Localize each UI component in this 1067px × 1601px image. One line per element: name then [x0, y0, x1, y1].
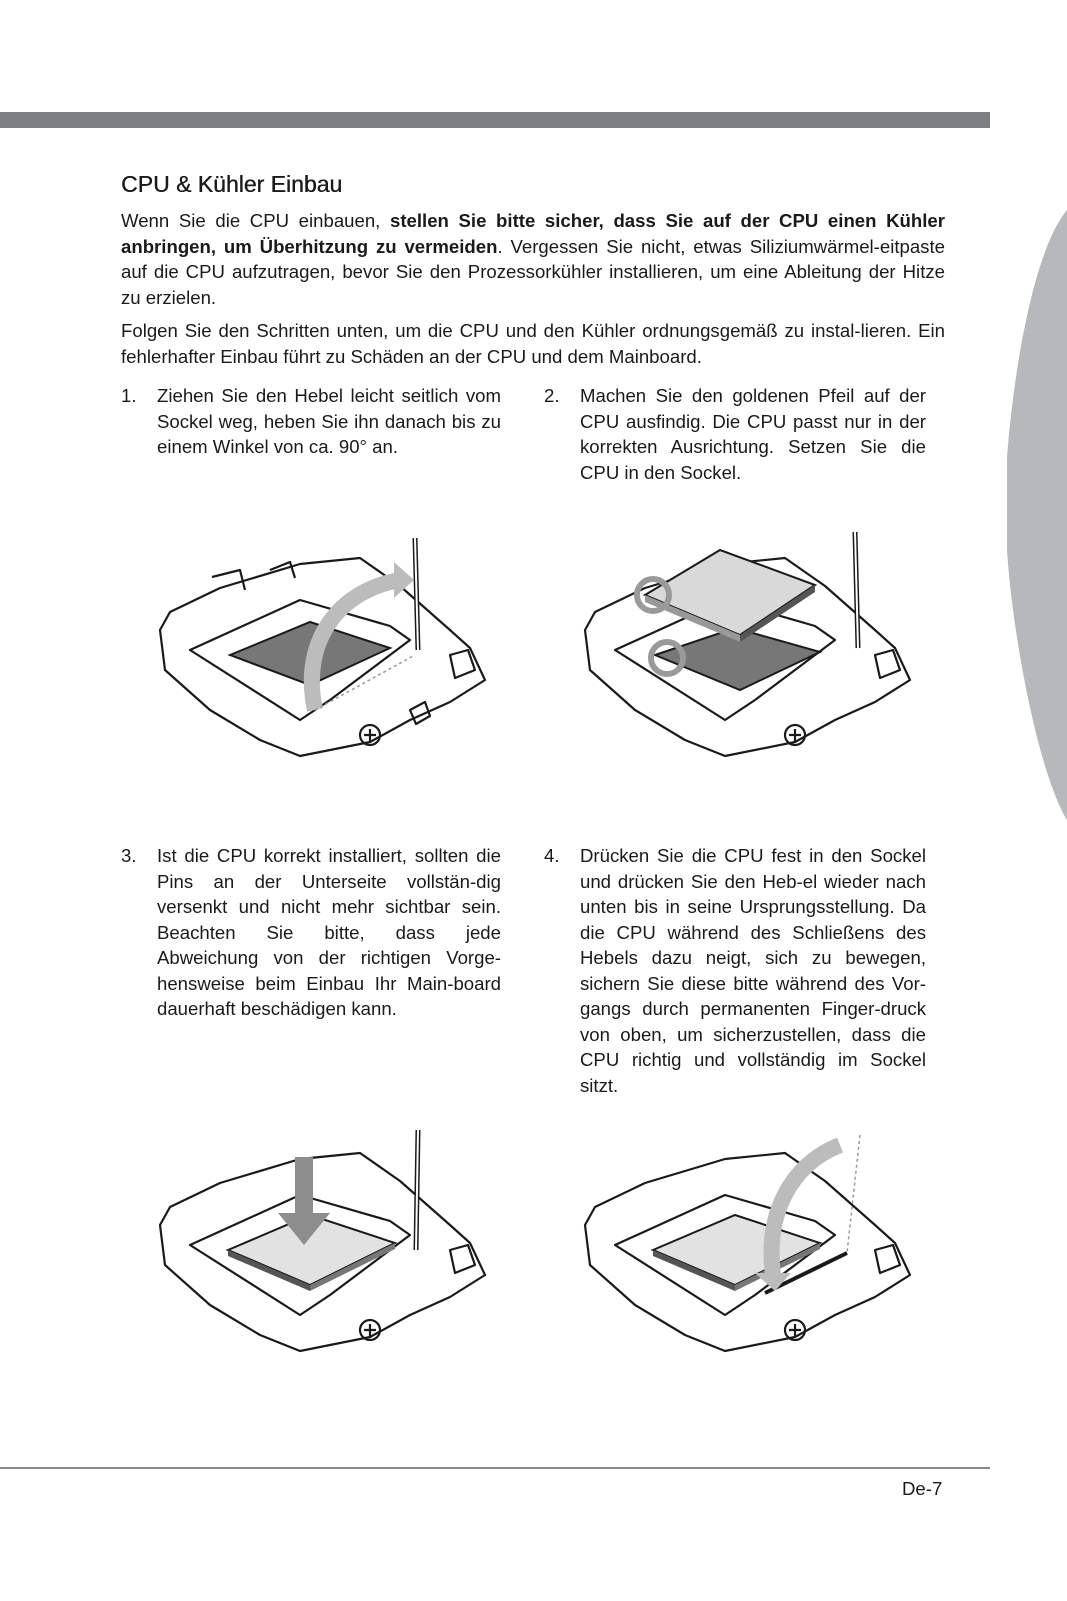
section-title: CPU & Kühler Einbau: [121, 171, 343, 197]
side-tab-label: Deutsch: [965, 600, 998, 718]
step-2: [544, 383, 928, 493]
step-text: Drücken Sie die CPU fest in den Sockel und drücken Sie den Heb-el wieder nach unten bis in seine Ursprungsstellung. Da die CPU während des Schließens des Hebels dazu neigt, sich zu bewegen, sichern Sie diese bitte während des Vor-gangs durch permanenten Finger-druck von oben, um sicherzustellen, dass die CPU richtig und vollständig im Sockel sitzt.: [580, 845, 926, 1096]
figure-cpu-seated: [150, 1125, 495, 1370]
footer-rule: [0, 1467, 990, 1469]
intro-text-2: . Vergessen Sie nicht, etwas Siliziumwärmel-eitpaste auf die CPU aufzutragen, bevor Sie den Prozessorkühler installieren, um eine Ableitung der Hitze zu erzielen.: [121, 235, 945, 308]
header-bar: [0, 112, 990, 128]
step-text: Ist die CPU korrekt installiert, sollten die Pins an der Unterseite vollstän-dig versenkt und nicht mehr sichtbar sein. Beachten Sie bitte, dass jede Abweichung von der richtigen Vorge-hensweise beim Einbau Ihr Main-board dauerhaft beschädigen kann.: [157, 845, 501, 1019]
step-4: [544, 843, 928, 1128]
page-number: De-7: [902, 1478, 943, 1499]
step-3: [121, 843, 503, 1023]
step-1: [121, 383, 503, 493]
instructions-paragraph: Folgen Sie den Schritten unten, um die CPU und den Kühler ordnungsgemäß zu instal-lieren. Ein fehlerhafter Einbau führt zu Schäden an der CPU und dem Mainboard.: [121, 320, 945, 367]
step-text: Ziehen Sie den Hebel leicht seitlich vom Sockel weg, heben Sie ihn danach bis zu einem Winkel von ca. 90° an.: [157, 385, 501, 457]
figure-lever-closing: [575, 1125, 920, 1370]
step-number: 2.: [544, 385, 560, 406]
step-number: 4.: [544, 845, 560, 866]
intro-text-1: Wenn Sie die CPU einbauen,: [121, 210, 390, 231]
language-side-tab: [1007, 210, 1067, 850]
step-number: 3.: [121, 845, 137, 866]
intro-paragraph: [121, 208, 945, 310]
figure-cpu-insertion: [575, 530, 920, 775]
step-number: 1.: [121, 385, 137, 406]
figure-socket-lever-raised: [150, 530, 495, 775]
intro-bold-warning: stellen Sie bitte sicher, dass Sie auf der CPU einen Kühler anbringen, um Überhitzung zu vermeiden: [121, 210, 946, 257]
step-text: Machen Sie den goldenen Pfeil auf der CPU ausfindig. Die CPU passt nur in der korrekten Ausrichtung. Setzen Sie die CPU in den Sockel.: [580, 385, 926, 483]
